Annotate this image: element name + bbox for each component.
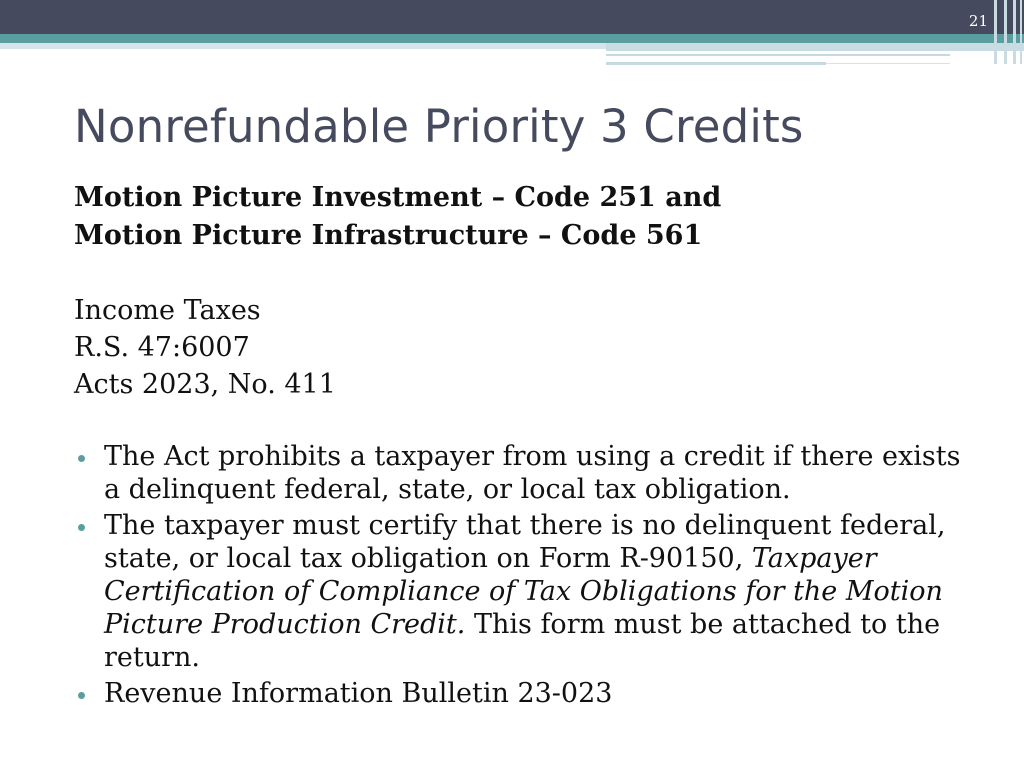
bullet-list bbox=[74, 440, 974, 713]
header-light-stripe-right bbox=[606, 43, 1024, 51]
bullet-text: The Act prohibits a taxpayer from using a credit if there exists a delinquent federal, state, or local tax obligation. bbox=[104, 441, 961, 505]
bullet-text: This form must be attached to the return. bbox=[104, 609, 941, 673]
slide-title: Nonrefundable Priority 3 Credits bbox=[74, 100, 804, 153]
reference-block bbox=[74, 292, 336, 403]
reference-line-act: Acts 2023, No. 411 bbox=[74, 369, 336, 400]
decorative-line bbox=[606, 62, 826, 65]
bullet-item bbox=[74, 677, 974, 710]
header-accent-stripe bbox=[0, 34, 1024, 43]
bullet-text: Revenue Information Bulletin 23-023 bbox=[104, 678, 613, 709]
bullet-item bbox=[74, 509, 974, 674]
header-light-stripe bbox=[0, 43, 606, 49]
bullet-dot-icon bbox=[78, 455, 85, 462]
decorative-line bbox=[606, 54, 950, 56]
slide-number: 21 bbox=[968, 12, 988, 30]
bullet-dot-icon bbox=[78, 692, 85, 699]
bullet-dot-icon bbox=[78, 524, 85, 531]
slide-subtitle bbox=[74, 179, 721, 255]
bullet-item bbox=[74, 440, 974, 506]
form-title-italic: Taxpayer Certification of Compliance of Tax Obligations for the Motion Picture Production Credit. bbox=[104, 543, 943, 640]
reference-line-tax-type: Income Taxes bbox=[74, 295, 261, 326]
decorative-vertical-bar bbox=[994, 0, 997, 64]
decorative-line bbox=[826, 63, 950, 64]
bullet-text: The taxpayer must certify that there is no delinquent federal, state, or local tax obligation on Form R-90150, bbox=[104, 510, 946, 574]
subtitle-line: Motion Picture Infrastructure – Code 561 bbox=[74, 220, 703, 251]
decorative-vertical-bar bbox=[1004, 0, 1007, 64]
decorative-vertical-bar bbox=[1013, 0, 1016, 64]
reference-line-statute: R.S. 47:6007 bbox=[74, 332, 250, 363]
decorative-vertical-bar bbox=[1020, 0, 1022, 64]
header-band bbox=[0, 0, 1024, 34]
subtitle-line: Motion Picture Investment – Code 251 and bbox=[74, 182, 722, 213]
